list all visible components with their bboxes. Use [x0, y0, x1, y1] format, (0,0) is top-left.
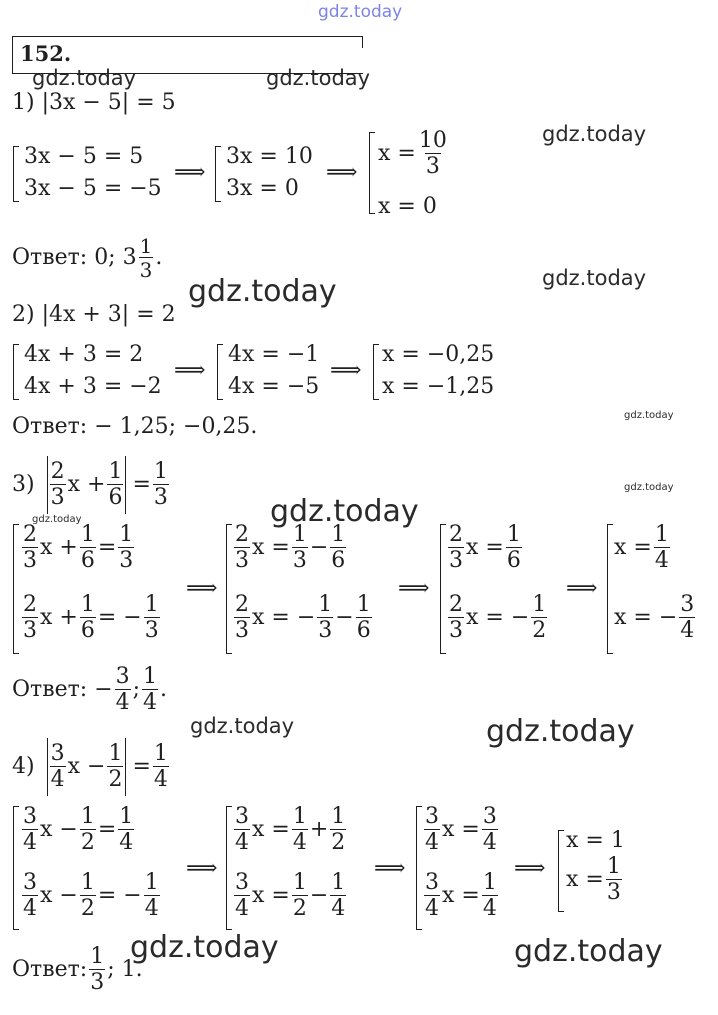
denominator: 4	[482, 896, 497, 921]
denominator: 3	[119, 548, 134, 573]
fraction	[531, 594, 547, 642]
denominator: 4	[292, 830, 307, 855]
p4-case-4	[232, 872, 348, 920]
numerator: 10	[418, 128, 447, 153]
numerator: 1	[318, 592, 333, 617]
fraction	[606, 856, 622, 904]
p3-answer	[12, 666, 167, 714]
p1-root-1-lhs: x =	[378, 141, 416, 166]
fraction	[89, 946, 105, 994]
expression-text: x =	[466, 535, 504, 560]
denominator: 3	[144, 618, 159, 643]
denominator: 3	[292, 548, 307, 573]
implies-arrow: ⟹	[374, 856, 406, 881]
numerator: 1	[143, 664, 158, 689]
numerator: 3	[482, 804, 497, 829]
numerator: 1	[80, 522, 95, 547]
p3-equation	[12, 456, 171, 514]
denominator: 4	[654, 548, 669, 573]
answer-text: Ответ: −	[12, 677, 113, 702]
denominator: 4	[115, 690, 130, 715]
denominator: 3	[425, 154, 440, 179]
expression-text: x = −	[252, 605, 316, 630]
p3-root-1	[614, 524, 672, 572]
abs-bar-left	[47, 738, 48, 796]
numerator: 1	[80, 592, 95, 617]
answer-text: Ответ:	[12, 957, 88, 982]
p2-case-4: 4x = −5	[228, 374, 320, 399]
p4-bracket-4	[558, 830, 564, 912]
expression-text: x =	[566, 867, 604, 892]
denominator: 4	[144, 896, 159, 921]
p3-case-1	[20, 524, 136, 572]
fraction	[424, 806, 440, 854]
p4-case-1	[20, 806, 136, 854]
numerator: 1	[331, 522, 346, 547]
expression-text: x =	[252, 883, 290, 908]
numerator: 3	[50, 741, 65, 766]
denominator: 4	[50, 767, 65, 792]
expression-text: =	[97, 535, 117, 560]
fraction	[50, 461, 66, 509]
denominator: 6	[80, 618, 95, 643]
fraction	[317, 594, 333, 642]
watermark: gdz.today	[266, 66, 371, 90]
fraction	[654, 524, 670, 572]
denominator: 4	[143, 690, 158, 715]
expression-text: −	[335, 605, 354, 630]
watermark: gdz.today	[486, 714, 635, 749]
p1-case-2: 3x − 5 = −5	[24, 176, 162, 201]
denominator: 2	[108, 767, 123, 792]
expression-text: = −	[97, 605, 142, 630]
fraction	[80, 594, 96, 642]
denominator: 4	[23, 830, 37, 855]
numerator: 1	[292, 870, 307, 895]
fraction	[22, 524, 38, 572]
numerator: 1	[654, 522, 669, 547]
p4-root-1: x = 1	[566, 828, 625, 853]
numerator: 1	[153, 741, 168, 766]
fraction	[144, 594, 160, 642]
expression-text: x =	[442, 883, 480, 908]
numerator: 2	[235, 592, 249, 617]
numerator: 1	[144, 592, 159, 617]
expression-text: x +	[40, 605, 78, 630]
fraction	[448, 524, 464, 572]
p1-bracket-2	[215, 146, 221, 202]
numerator: 2	[449, 522, 463, 547]
fraction	[679, 594, 695, 642]
p4-case-3	[232, 806, 348, 854]
fraction	[234, 806, 250, 854]
expression-text: −	[309, 883, 329, 908]
fraction	[139, 236, 154, 280]
fraction	[142, 666, 158, 714]
fraction	[107, 461, 123, 509]
expression-text: x −	[40, 883, 78, 908]
denominator: 4	[235, 896, 249, 921]
expression-text: +	[309, 817, 329, 842]
denominator: 3	[318, 618, 333, 643]
fraction	[482, 806, 498, 854]
implies-arrow: ⟹	[398, 576, 430, 601]
denominator: 4	[119, 830, 134, 855]
implies-arrow: ⟹	[186, 576, 218, 601]
fraction	[448, 594, 464, 642]
denominator: 4	[680, 618, 695, 643]
denominator: 3	[139, 258, 153, 282]
p1-root-2: x = 0	[378, 194, 437, 219]
numerator: 2	[23, 592, 37, 617]
p1-case-3: 3x = 10	[226, 144, 313, 169]
numerator: 3	[235, 804, 249, 829]
fraction	[292, 872, 308, 920]
watermark: gdz.today	[542, 266, 647, 290]
p3-case-3	[232, 524, 348, 572]
numerator: 1	[292, 804, 307, 829]
answer-separator: ;	[132, 677, 141, 702]
numerator: 1	[80, 870, 95, 895]
numerator: 3	[115, 664, 130, 689]
implies-arrow: ⟹	[566, 576, 598, 601]
p2-equation: 2) |4x + 3| = 2	[12, 302, 176, 327]
answer-end: .	[155, 245, 163, 270]
numerator: 1	[606, 854, 621, 879]
expression-text: x −	[40, 817, 78, 842]
denominator: 3	[449, 618, 463, 643]
implies-arrow: ⟹	[186, 856, 218, 881]
numerator: 1	[80, 804, 95, 829]
p3-case-5	[446, 524, 524, 572]
numerator: 2	[235, 522, 249, 547]
fraction	[22, 872, 38, 920]
watermark: gdz.today	[270, 494, 419, 529]
watermark: gdz.today	[32, 514, 82, 525]
fraction	[118, 806, 134, 854]
answer-end: .	[160, 677, 168, 702]
denominator: 4	[331, 896, 346, 921]
numerator: 3	[425, 804, 439, 829]
numerator: 3	[23, 804, 37, 829]
p3-root-2	[614, 594, 697, 642]
watermark: gdz.today	[514, 934, 663, 969]
numerator: 1	[144, 870, 159, 895]
expression-text: x =	[252, 535, 290, 560]
p2-bracket-2	[217, 344, 223, 400]
fraction	[482, 872, 498, 920]
denominator: 2	[292, 896, 307, 921]
expression-text: =	[132, 472, 151, 497]
implies-arrow: ⟹	[174, 160, 206, 185]
p1-bracket-1	[13, 146, 19, 202]
denominator: 2	[532, 618, 547, 643]
numerator: 1	[331, 804, 346, 829]
fraction	[153, 743, 169, 791]
denominator: 6	[80, 548, 95, 573]
p4-bracket-1	[13, 806, 19, 930]
numerator: 1	[139, 234, 153, 258]
fraction	[234, 594, 250, 642]
fraction	[115, 666, 131, 714]
fraction	[506, 524, 522, 572]
p3-label: 3)	[12, 472, 35, 497]
p1-root-1	[378, 130, 450, 178]
p1-case-1: 3x − 5 = 5	[24, 144, 144, 169]
expression-text: x =	[252, 817, 290, 842]
numerator: 2	[50, 459, 65, 484]
denominator: 2	[80, 896, 95, 921]
fraction	[330, 806, 346, 854]
implies-arrow: ⟹	[174, 358, 206, 383]
abs-bar-right	[125, 738, 126, 796]
expression-text: x +	[67, 472, 106, 497]
denominator: 3	[23, 618, 37, 643]
fraction	[22, 806, 38, 854]
fraction	[144, 872, 160, 920]
abs-bar-left	[47, 456, 48, 514]
denominator: 6	[356, 618, 371, 643]
p2-root-2: x = −1,25	[382, 374, 495, 399]
numerator: 2	[449, 592, 463, 617]
p4-label: 4)	[12, 754, 35, 779]
denominator: 3	[23, 548, 37, 573]
fraction	[50, 743, 66, 791]
denominator: 4	[23, 896, 37, 921]
p1-case-4: 3x = 0	[226, 176, 299, 201]
numerator: 1	[90, 944, 105, 969]
expression-text: =	[97, 817, 117, 842]
p2-case-2: 4x + 3 = −2	[24, 374, 162, 399]
answer-end: ; 1.	[107, 957, 143, 982]
fraction	[80, 524, 96, 572]
denominator: 4	[425, 830, 439, 855]
fraction	[418, 130, 448, 178]
p2-bracket-3	[373, 344, 379, 400]
p3-case-4	[232, 594, 374, 642]
implies-arrow: ⟹	[326, 160, 358, 185]
fraction	[292, 806, 308, 854]
implies-arrow: ⟹	[330, 358, 362, 383]
watermark: gdz.today	[542, 122, 647, 146]
fraction	[80, 806, 96, 854]
numerator: 3	[235, 870, 249, 895]
abs-bar-right	[125, 456, 126, 514]
problem-number: 152.	[20, 41, 72, 66]
denominator: 6	[108, 485, 123, 510]
watermark: gdz.today	[190, 714, 295, 738]
p4-equation	[12, 738, 171, 796]
fraction	[330, 524, 346, 572]
p3-bracket-1	[13, 524, 19, 654]
watermark: gdz.today	[624, 482, 674, 493]
p2-case-1: 4x + 3 = 2	[24, 342, 144, 367]
fraction	[118, 524, 134, 572]
answer-text: Ответ: 0; 3	[12, 245, 137, 270]
fraction	[292, 524, 308, 572]
denominator: 3	[235, 618, 249, 643]
numerator: 3	[425, 870, 439, 895]
p2-bracket-1	[13, 344, 19, 400]
expression-text: x +	[40, 535, 78, 560]
numerator: 1	[119, 804, 134, 829]
fraction	[424, 872, 440, 920]
denominator: 6	[506, 548, 521, 573]
expression-text: x =	[614, 535, 652, 560]
numerator: 1	[356, 592, 371, 617]
fraction	[234, 524, 250, 572]
p3-bracket-4	[607, 524, 613, 654]
expression-text: x = −	[466, 605, 530, 630]
p1-answer	[12, 236, 162, 280]
numerator: 1	[331, 870, 346, 895]
denominator: 4	[153, 767, 168, 792]
numerator: 1	[108, 459, 123, 484]
denominator: 3	[449, 548, 463, 573]
implies-arrow: ⟹	[514, 856, 546, 881]
expression-text: x =	[442, 817, 480, 842]
fraction	[234, 872, 250, 920]
numerator: 3	[23, 870, 37, 895]
denominator: 3	[90, 970, 105, 995]
watermark: gdz.today	[188, 274, 337, 309]
denominator: 4	[482, 830, 497, 855]
p4-case-6	[422, 872, 500, 920]
fraction	[22, 594, 38, 642]
numerator: 1	[119, 522, 134, 547]
fraction	[330, 872, 346, 920]
watermark: gdz.today	[32, 66, 137, 90]
p2-answer: Ответ: − 1,25; −0,25.	[12, 414, 258, 439]
denominator: 6	[331, 548, 346, 573]
p1-bracket-3	[369, 132, 375, 214]
numerator: 1	[532, 592, 547, 617]
p2-root-1: x = −0,25	[382, 342, 495, 367]
problem-number-box-cap	[362, 36, 363, 48]
denominator: 3	[235, 548, 249, 573]
expression-text: x = −	[614, 605, 678, 630]
numerator: 2	[23, 522, 37, 547]
watermark: gdz.today	[318, 2, 403, 22]
denominator: 4	[235, 830, 249, 855]
p3-case-6	[446, 594, 549, 642]
denominator: 3	[50, 485, 65, 510]
p3-case-2	[20, 594, 162, 642]
expression-text: x −	[67, 754, 106, 779]
expression-text: −	[309, 535, 329, 560]
p4-case-2	[20, 872, 162, 920]
fraction	[107, 743, 123, 791]
p2-case-3: 4x = −1	[228, 342, 320, 367]
fraction	[356, 594, 372, 642]
numerator: 3	[680, 592, 695, 617]
fraction	[153, 461, 169, 509]
p4-case-5	[422, 806, 500, 854]
p1-equation: 1) |3x − 5| = 5	[12, 90, 176, 115]
denominator: 3	[606, 880, 621, 905]
numerator: 1	[153, 459, 168, 484]
watermark: gdz.today	[130, 930, 279, 965]
p4-answer	[12, 946, 143, 994]
denominator: 4	[425, 896, 439, 921]
numerator: 1	[506, 522, 521, 547]
expression-text: =	[132, 754, 151, 779]
denominator: 3	[153, 485, 168, 510]
fraction	[80, 872, 96, 920]
numerator: 1	[482, 870, 497, 895]
numerator: 1	[108, 741, 123, 766]
numerator: 1	[292, 522, 307, 547]
p4-root-2	[566, 856, 624, 904]
expression-text: = −	[97, 883, 142, 908]
watermark: gdz.today	[624, 410, 674, 421]
denominator: 2	[80, 830, 95, 855]
denominator: 2	[331, 830, 346, 855]
